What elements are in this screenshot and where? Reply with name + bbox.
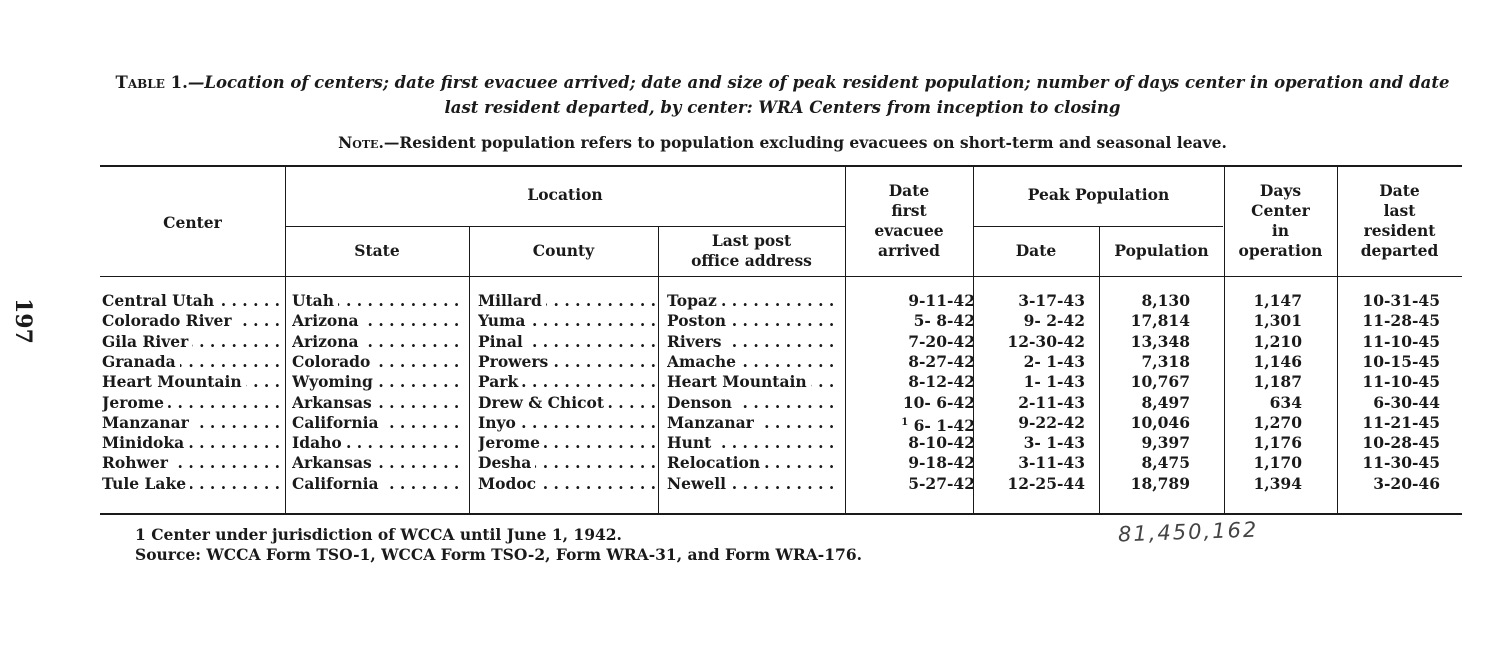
cell-text: 2- 1-43: [1023, 351, 1085, 371]
handwritten-note: 81,450,162: [1117, 517, 1259, 547]
cell-text: Poston: [667, 311, 730, 330]
cell-text: 7,318: [1141, 351, 1190, 371]
cell-state: [292, 311, 465, 331]
cell-text: Manzanar: [667, 413, 758, 432]
footnote-text: Center under jurisdiction of WCCA until June 1, 1942.: [151, 525, 622, 544]
cell-text: 1,394: [1253, 473, 1302, 493]
header-peak-population: Peak Population: [1027, 185, 1170, 204]
table-note-text: —Resident population refers to population excluding evacuees on short-term and seasonal leave.: [383, 133, 1227, 152]
cell-first: [850, 352, 975, 372]
cell-text: Newell: [667, 474, 730, 493]
cell-county: [478, 453, 655, 473]
table-row: [100, 393, 1462, 413]
cell-first: [850, 311, 975, 331]
cell-state: [292, 352, 465, 372]
footnote: [135, 525, 622, 544]
table-row: [100, 332, 1462, 352]
cell-text: 3-11-43: [1018, 453, 1085, 473]
cell-text: Gila River: [102, 332, 192, 351]
cell-county: [478, 433, 655, 453]
cell-county: [478, 474, 655, 494]
table-row: [100, 474, 1462, 494]
cell-last: [1340, 433, 1440, 453]
cell-text: Denson: [667, 393, 736, 412]
cell-text: Yuma: [478, 311, 529, 330]
cell-center: [102, 372, 280, 392]
cell-peak-date: [985, 332, 1085, 352]
cell-state: [292, 291, 465, 311]
cell-county: [478, 413, 655, 433]
cell-center: [102, 474, 280, 494]
table-row: [100, 433, 1462, 453]
cell-text: Colorado: [292, 352, 374, 371]
cell-state: [292, 332, 465, 352]
cell-days: [1228, 372, 1302, 392]
cell-center: [102, 311, 280, 331]
cell-text: 1,210: [1253, 331, 1302, 351]
cell-text: Arkansas: [292, 393, 376, 412]
cell-text: 10-31-45: [1362, 291, 1440, 310]
table-title: [100, 70, 1465, 120]
cell-text: 8,497: [1141, 392, 1190, 412]
cell-text: Modoc: [478, 474, 540, 493]
header-post-office-line2: office address: [691, 251, 812, 270]
cell-center: [102, 291, 280, 311]
cell-text: 11-10-45: [1362, 372, 1440, 392]
cell-text: 5- 8-42: [913, 311, 975, 331]
table-title-lead: Table 1.: [115, 73, 188, 92]
cell-pop: [1105, 352, 1190, 372]
cell-text: 1,146: [1253, 351, 1302, 371]
cell-text: 10,046: [1130, 412, 1190, 432]
cell-text: Granada: [102, 352, 180, 371]
cell-center: [102, 393, 280, 413]
footnote-marker: 1: [135, 525, 146, 544]
cell-text: Desha: [478, 453, 535, 472]
cell-post: [667, 291, 840, 311]
cell-county: [478, 352, 655, 372]
cell-text: 9,397: [1141, 433, 1190, 453]
cell-pop: [1105, 453, 1190, 473]
cell-text: Rohwer: [102, 453, 172, 472]
cell-center: [102, 433, 280, 453]
cell-text: Wyoming: [292, 372, 377, 391]
cell-peak-date: [985, 413, 1085, 433]
cell-first: [850, 332, 975, 352]
cell-post: [667, 413, 840, 433]
header-state: State: [354, 241, 400, 260]
cell-text: 1,170: [1253, 453, 1302, 473]
cell-text: Prowers: [478, 352, 552, 371]
cell-first: [850, 474, 975, 494]
cell-text: 10- 6-42: [902, 392, 975, 412]
cell-days: [1228, 332, 1302, 352]
header-last-line3: resident: [1363, 221, 1436, 240]
cell-text: Park: [478, 372, 522, 391]
header-date-first-line3: evacuee: [874, 221, 944, 240]
cell-last: [1340, 352, 1440, 372]
cell-text: 3-20-46: [1373, 473, 1440, 493]
cell-text: Millard: [478, 291, 546, 310]
header-last-line2: last: [1383, 201, 1416, 220]
footnote-ref: 1: [901, 416, 909, 428]
table-row: [100, 372, 1462, 392]
cell-days: [1228, 311, 1302, 331]
header-date-first-line4: arrived: [878, 241, 940, 260]
cell-first: [850, 372, 975, 392]
cell-pop: [1105, 291, 1190, 311]
cell-text: Amache: [667, 352, 740, 371]
cell-post: [667, 332, 840, 352]
cell-text: Relocation: [667, 453, 764, 472]
cell-center: [102, 352, 280, 372]
peak-population-rule: [973, 226, 1223, 227]
header-center: Center: [163, 213, 222, 232]
cell-text: 1,270: [1253, 412, 1302, 432]
cell-text: Inyo: [478, 413, 520, 432]
cell-text: Tule Lake: [102, 474, 190, 493]
header-last-line1: Date: [1379, 181, 1420, 200]
cell-last: [1340, 474, 1440, 494]
cell-text: 10-28-45: [1362, 433, 1440, 453]
header-county: County: [532, 241, 595, 260]
cell-county: [478, 393, 655, 413]
cell-text: 17,814: [1130, 311, 1190, 331]
cell-text: Arizona: [292, 332, 363, 351]
cell-county: [478, 372, 655, 392]
cell-last: [1340, 453, 1440, 473]
header-peak-pop: Population: [1114, 241, 1209, 260]
cell-peak-date: [985, 433, 1085, 453]
cell-text: Central Utah: [102, 291, 218, 310]
cell-last: [1340, 393, 1440, 413]
cell-text: 12-25-44: [1007, 473, 1085, 493]
header-location: Location: [527, 185, 603, 204]
cell-text: 5-27-42: [908, 473, 975, 493]
cell-text: 8,475: [1141, 453, 1190, 473]
cell-text: Heart Mountain: [667, 372, 811, 391]
cell-pop: [1105, 433, 1190, 453]
cell-text: 13,348: [1130, 331, 1190, 351]
cell-center: [102, 453, 280, 473]
cell-text: Colorado River: [102, 311, 236, 330]
cell-last: [1340, 311, 1440, 331]
header-last: [1337, 181, 1462, 261]
cell-peak-date: [985, 393, 1085, 413]
cell-pop: [1105, 372, 1190, 392]
cell-county: [478, 332, 655, 352]
cell-post: [667, 453, 840, 473]
cell-days: [1228, 393, 1302, 413]
cell-first: [850, 453, 975, 473]
cell-days: [1228, 291, 1302, 311]
cell-last: [1340, 413, 1440, 433]
cell-post: [667, 372, 840, 392]
cell-peak-date: [985, 291, 1085, 311]
cell-text: 6- 1-42: [913, 415, 975, 433]
cell-text: Jerome: [102, 393, 168, 412]
cell-text: Manzanar: [102, 413, 193, 432]
cell-state: [292, 393, 465, 413]
cell-text: 9-11-42: [908, 291, 975, 310]
cell-text: Hunt: [667, 433, 715, 452]
header-post-office: [658, 231, 845, 271]
cell-text: 8-27-42: [908, 351, 975, 371]
table-row: [100, 453, 1462, 473]
cell-text: California: [292, 474, 383, 493]
cell-post: [667, 352, 840, 372]
cell-text: 6-30-44: [1373, 392, 1440, 412]
cell-post: [667, 311, 840, 331]
table-title-text: —Location of centers; date first evacuee arrived; date and size of peak resident population; number of days center in operation and date: [187, 73, 1450, 92]
cell-text: 11-30-45: [1362, 453, 1440, 473]
cell-text: California: [292, 413, 383, 432]
header-last-line4: departed: [1360, 241, 1439, 260]
cell-text: 2-11-43: [1018, 392, 1085, 412]
header-days-line4: operation: [1238, 241, 1323, 260]
cell-text: Rivers: [667, 332, 726, 351]
header-peak-date: Date: [1015, 241, 1057, 260]
cell-text: Minidoka: [102, 433, 188, 452]
cell-state: [292, 372, 465, 392]
table-note: [100, 133, 1465, 152]
cell-post: [667, 474, 840, 494]
cell-state: [292, 474, 465, 494]
header-days: [1224, 181, 1337, 261]
cell-days: [1228, 433, 1302, 453]
cell-peak-date: [985, 453, 1085, 473]
table-top-rule: [100, 165, 1462, 167]
cell-last: [1340, 372, 1440, 392]
cell-text: 3- 1-43: [1023, 433, 1085, 453]
cell-state: [292, 413, 465, 433]
table-row: [100, 352, 1462, 372]
header-days-line1: Days: [1259, 181, 1302, 200]
table-note-lead: Note.: [338, 133, 384, 152]
cell-text: 1,301: [1253, 311, 1302, 331]
cell-post: [667, 393, 840, 413]
cell-days: [1228, 474, 1302, 494]
header-date-first-line2: first: [891, 201, 927, 220]
cell-text: Idaho: [292, 433, 346, 452]
header-post-office-line1: Last post: [711, 231, 792, 250]
cell-state: [292, 433, 465, 453]
cell-text: Topaz: [667, 291, 721, 310]
cell-text: Arkansas: [292, 453, 376, 472]
cell-text: 7-20-42: [908, 331, 975, 351]
cell-text: 9-22-42: [1018, 412, 1085, 432]
cell-days: [1228, 352, 1302, 372]
header-date-first-line1: Date: [888, 181, 930, 200]
cell-text: 9- 2-42: [1023, 311, 1085, 331]
cell-first: [850, 393, 975, 413]
cell-text: Heart Mountain: [102, 372, 246, 391]
location-rule: [285, 226, 845, 227]
cell-text: 10-15-45: [1362, 351, 1440, 371]
cell-peak-date: [985, 352, 1085, 372]
cell-days: [1228, 453, 1302, 473]
cell-text: 1,147: [1253, 291, 1302, 310]
page-number: 197: [10, 298, 36, 344]
cell-pop: [1105, 332, 1190, 352]
cell-text: Jerome: [478, 433, 544, 452]
cell-county: [478, 311, 655, 331]
header-days-line2: Center: [1251, 201, 1310, 220]
cell-text: 11-28-45: [1362, 311, 1440, 331]
header-date-first: [845, 181, 973, 261]
source-note: Source: WCCA Form TSO-1, WCCA Form TSO-2, Form WRA-31, and Form WRA-176.: [135, 545, 862, 564]
cell-county: [478, 291, 655, 311]
cell-text: 8-12-42: [908, 372, 975, 392]
cell-post: [667, 433, 840, 453]
cell-first: [850, 413, 975, 433]
cell-pop: [1105, 311, 1190, 331]
cell-text: Utah: [292, 291, 338, 310]
cell-peak-date: [985, 474, 1085, 494]
cell-text: 11-10-45: [1362, 331, 1440, 351]
cell-text: 1,187: [1253, 372, 1302, 392]
cell-text: 1,176: [1253, 433, 1302, 453]
cell-text: 3-17-43: [1018, 291, 1085, 310]
cell-last: [1340, 332, 1440, 352]
cell-text: Pinal: [478, 332, 527, 351]
cell-center: [102, 413, 280, 433]
table-row: [100, 291, 1462, 311]
table-bottom-rule: [100, 513, 1462, 515]
cell-text: Arizona: [292, 311, 363, 330]
cell-days: [1228, 413, 1302, 433]
cell-center: [102, 332, 280, 352]
header-bottom-rule: [100, 276, 1462, 277]
cell-state: [292, 453, 465, 473]
cell-text: 634: [1269, 392, 1302, 412]
cell-text: 11-21-45: [1362, 412, 1440, 432]
header-days-line3: in: [1271, 221, 1290, 240]
cell-text: 18,789: [1130, 473, 1190, 493]
cell-pop: [1105, 474, 1190, 494]
cell-text: 10,767: [1130, 372, 1190, 392]
cell-pop: [1105, 393, 1190, 413]
table-title-line2: last resident departed, by center: WRA Centers from inception to closing: [444, 98, 1121, 117]
cell-first: [850, 291, 975, 311]
cell-first: [850, 433, 975, 453]
cell-last: [1340, 291, 1440, 311]
cell-text: 8-10-42: [908, 433, 975, 453]
cell-text: 1- 1-43: [1023, 372, 1085, 392]
cell-peak-date: [985, 372, 1085, 392]
cell-text: 12-30-42: [1007, 331, 1085, 351]
cell-text: 8,130: [1141, 291, 1190, 310]
table-row: [100, 413, 1462, 433]
cell-text: 9-18-42: [908, 453, 975, 473]
cell-pop: [1105, 413, 1190, 433]
table-row: [100, 311, 1462, 331]
cell-text: Drew & Chicot: [478, 393, 608, 412]
cell-peak-date: [985, 311, 1085, 331]
